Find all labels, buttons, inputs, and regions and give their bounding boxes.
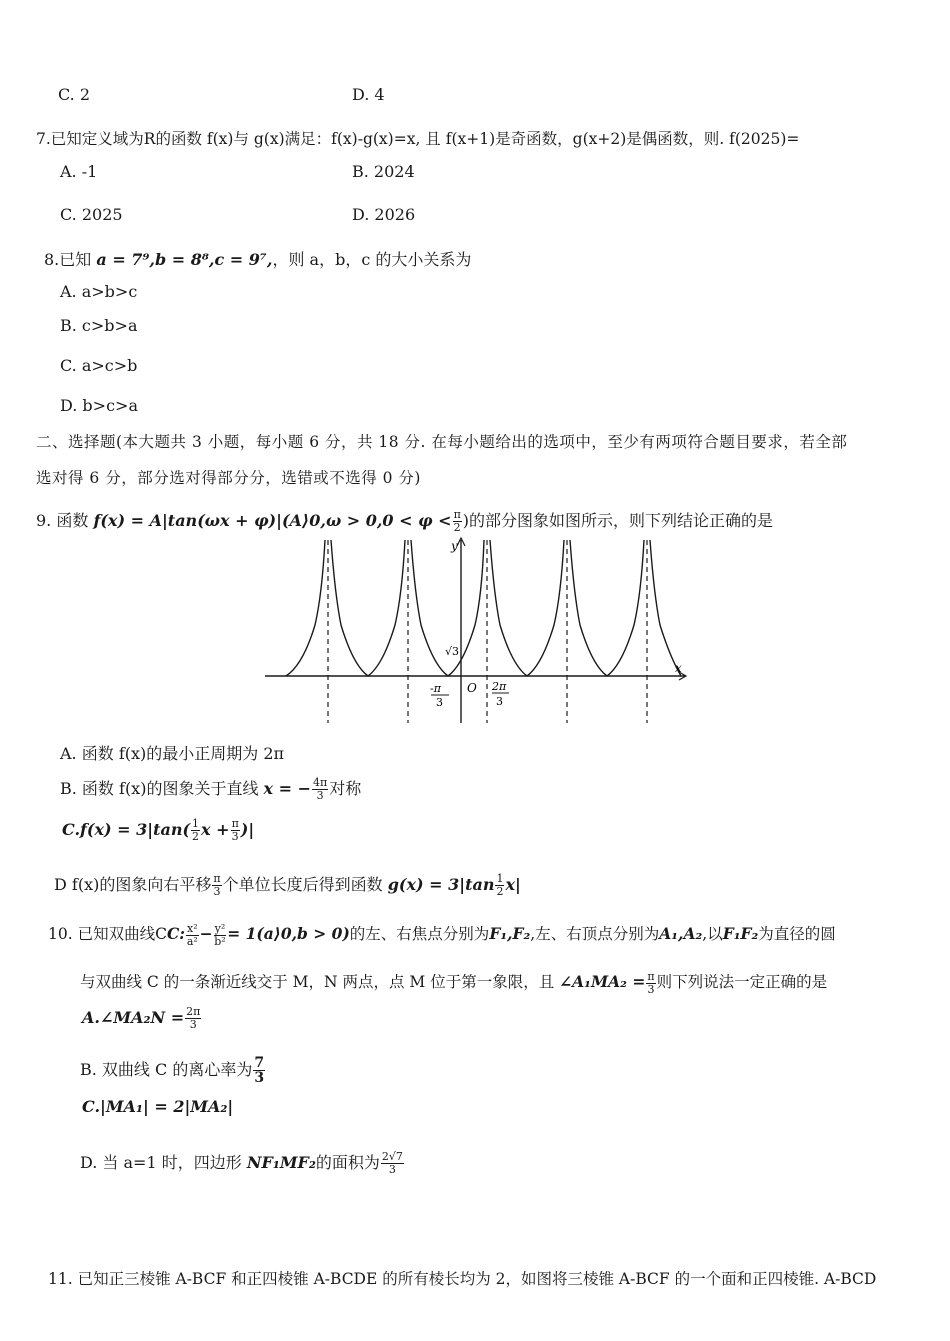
q9-expression: f(x) = A|tan(ωx + φ)|(A⟩0,ω > 0,0 < φ < xyxy=(93,511,452,530)
q8-stem xyxy=(44,247,471,270)
q10-option-b: B. 双曲线 C 的离心率为 $\frac{7}{3}$ xyxy=(80,1055,265,1086)
q10-option-d: D. 当 a=1 时，四边形 NF₁MF₂的面积为 $\frac{2√7}{3}$ xyxy=(80,1150,403,1176)
q6-option-d: D. 4 xyxy=(352,85,385,104)
neg-pi-den: 3 xyxy=(436,696,443,709)
q7-option-a: A. -1 xyxy=(60,162,98,181)
q8-option-a: A. a>b>c xyxy=(60,282,138,301)
origin-label: O xyxy=(467,681,477,695)
q11-stem: 11. 已知正三棱锥 A-BCF 和正四棱锥 A-BCDE 的所有棱长均为 2，如图将三棱锥 A-BCF 的一个面和正四棱锥. A-BCD xyxy=(48,1270,877,1288)
q8-option-c: C. a>c>b xyxy=(60,356,138,375)
q6-option-c: C. 2 xyxy=(58,85,91,104)
curve-branches xyxy=(286,540,681,676)
q8-number: 8.已知 xyxy=(44,250,92,269)
q10-option-a: A.∠MA₂N = $\frac{2\pi}{3}$ xyxy=(82,1005,201,1031)
q10-stem-line-2: 与双曲线 C 的一条渐近线交于 M，N 两点，点 M 位于第一象限，且 ∠A₁MA₂ = $\frac{\pi}{3}$ 则下列说法一定正确的是 xyxy=(80,969,828,996)
section-2-line-2: 选对得 6 分，部分选对得部分分，选错或不选得 0 分) xyxy=(36,469,421,487)
q9-graph xyxy=(255,535,695,725)
q8-option-d: D. b>c>a xyxy=(60,396,138,415)
q7-stem: 7.已知定义域为R的函数 f(x)与 g(x)满足：f(x)-g(x)=x, 且 f(x+1)是奇函数，g(x+2)是偶函数，则. f(2025)= xyxy=(36,130,800,148)
asymptotes xyxy=(328,540,647,723)
q9-number: 9. 函数 xyxy=(36,511,89,530)
q7-option-c: C. 2025 xyxy=(60,205,123,224)
q8-tail: ，则 a，b，c 的大小关系为 xyxy=(272,250,472,269)
q9-option-c: C.f(x) = 3|tan( $\frac{1}{2}$ x + $\frac{\pi}{3}$ )| xyxy=(62,817,255,843)
neg-pi-label: -π xyxy=(430,682,441,695)
q9-option-d: D f(x)的图象向右平移 $\frac{\pi}{3}$ 个单位长度后得到函数 g(x) = 3|tan $\frac{1}{2}$ x| xyxy=(54,872,521,898)
q9-option-b: B. 函数 f(x)的图象关于直线 x = − $\frac{4\pi}{3}$ 对称 xyxy=(60,776,362,802)
x-axis-label: x xyxy=(675,661,682,675)
q9-b-fraction: $\frac{4\pi}{3}$ xyxy=(313,776,328,802)
sqrt3-label: √3 xyxy=(445,645,460,658)
two-pi-den: 3 xyxy=(496,695,503,708)
section-2-line-1: 二、选择题(本大题共 3 小题，每小题 6 分，共 18 分. 在每小题给出的选项中，至少有两项符合题目要求，若全部 xyxy=(36,433,848,451)
q9-pi-over-2: $\frac{\pi}{2}$ xyxy=(453,508,461,534)
q9-stem xyxy=(36,508,773,534)
q9-tail: )的部分图象如图所示，则下列结论正确的是 xyxy=(462,511,774,530)
q10-option-c: C.|MA₁| = 2|MA₂| xyxy=(82,1097,234,1116)
q7-option-d: D. 2026 xyxy=(352,205,416,224)
q8-expression: a = 7⁹,b = 8⁸,c = 9⁷, xyxy=(96,250,273,269)
q10-stem-line-1: 10. 已知双曲线CC: $\frac{\text{x²}}{\text{a²}}$ − $\frac{\text{y²}}{\text{b²}}$ = 1(a⟩0,b > 0)的左、右焦点分别为F₁,F₂,左、右顶点分别为A₁,A₂,以F₁F₂为直径的圆 xyxy=(48,921,836,948)
y-axis-label: y xyxy=(451,539,458,553)
q7-option-b: B. 2024 xyxy=(352,162,415,181)
q9-option-a: A. 函数 f(x)的最小正周期为 2π xyxy=(60,744,285,763)
two-pi-label: 2π xyxy=(492,680,507,693)
q8-option-b: B. c>b>a xyxy=(60,316,138,335)
